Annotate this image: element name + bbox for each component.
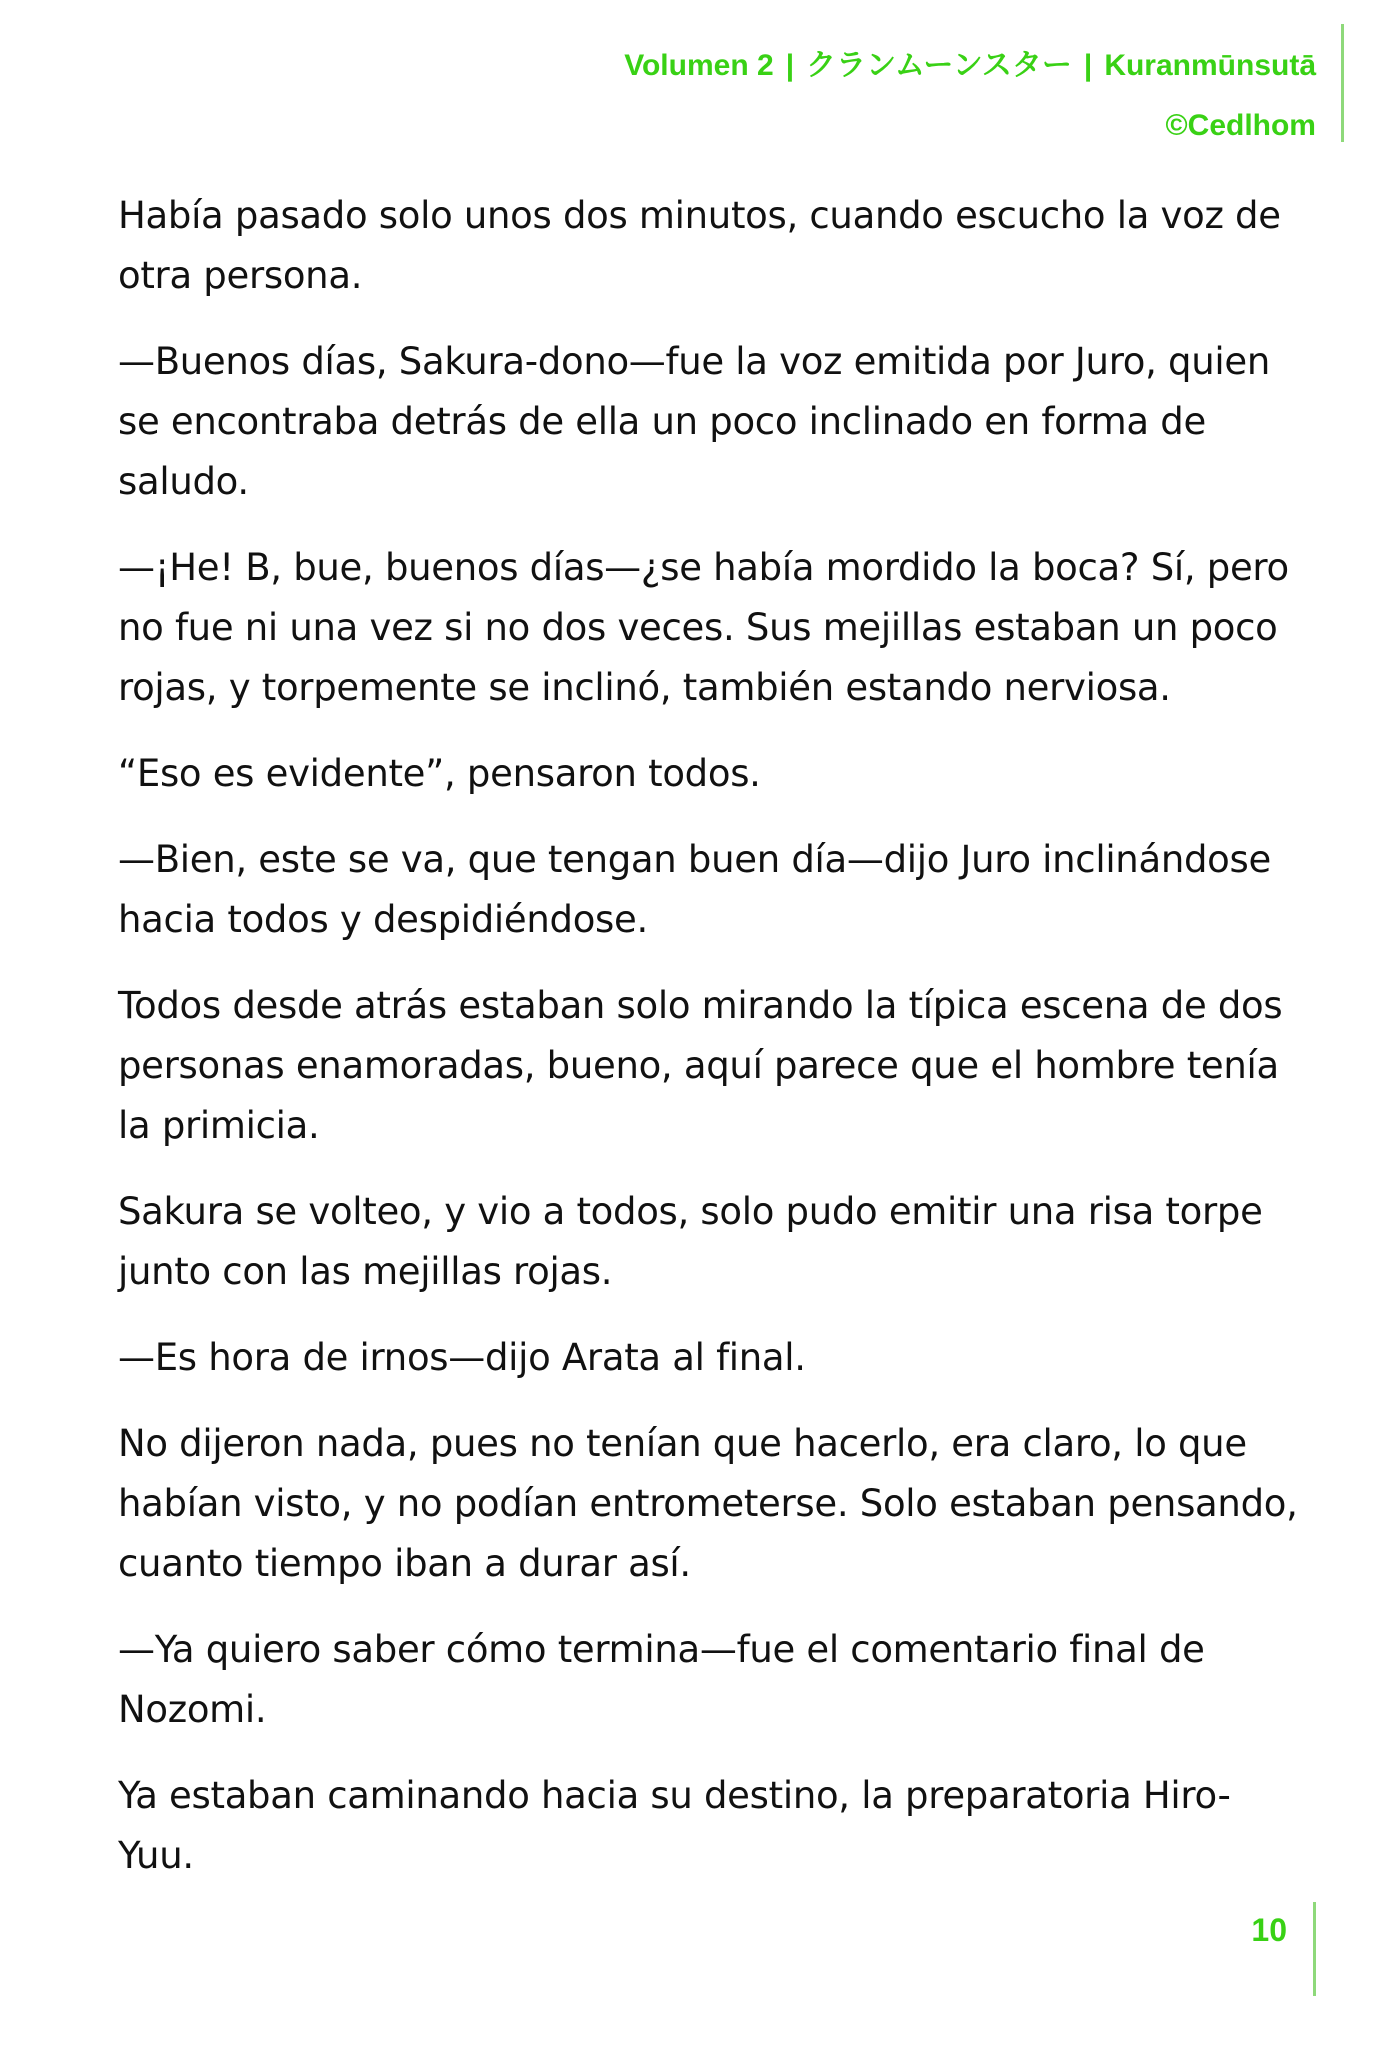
paragraph: —Es hora de irnos—dijo Arata al final. (118, 1336, 806, 1379)
header-separator-2: | (1083, 49, 1093, 82)
footer-divider (1313, 1902, 1316, 1996)
volume-label: Volumen 2 (624, 49, 774, 82)
paragraph: —Bien, este se va, que tengan buen día—dijo Juro inclinándose hacia todos y despidiéndose. (118, 838, 1271, 941)
page-number: 10 (1251, 1912, 1287, 1948)
paragraph: No dijeron nada, pues no tenían que hacerlo, era claro, lo que habían visto, y no podían entrometerse. Solo estaban pensando, cuanto tiempo iban a durar así. (118, 1422, 1298, 1585)
header-title-line (624, 36, 1316, 96)
paragraph: Ya estaban caminando hacia su destino, la preparatoria Hiro-Yuu. (118, 1774, 1231, 1877)
paragraph: Había pasado solo unos dos minutos, cuando escucho la voz de otra persona. (118, 194, 1281, 297)
header-divider (1341, 24, 1344, 142)
paragraph: “Eso es evidente”, pensaron todos. (118, 752, 761, 795)
paragraph: Todos desde atrás estaban solo mirando la típica escena de dos personas enamoradas, bueno, aquí parece que el hombre tenía la primicia. (118, 984, 1283, 1147)
title-japanese: クランムーンスター (806, 49, 1072, 82)
header-separator: | (785, 49, 795, 82)
page-header (624, 36, 1316, 156)
copyright-line: ©Cedlhom (1165, 109, 1316, 142)
page-body (118, 186, 1298, 1912)
paragraph: —Buenos días, Sakura-dono—fue la voz emitida por Juro, quien se encontraba detrás de ella un poco inclinado en forma de saludo. (118, 340, 1270, 503)
title-romaji: Kuranmūnsutā (1104, 49, 1316, 82)
paragraph: Sakura se volteo, y vio a todos, solo pudo emitir una risa torpe junto con las mejillas rojas. (118, 1190, 1263, 1293)
paragraph: —¡He! B, bue, buenos días—¿se había mordido la boca? Sí, pero no fue ni una vez si no dos veces. Sus mejillas estaban un poco rojas, y torpemente se inclinó, también estando nerviosa. (118, 546, 1289, 709)
paragraph: —Ya quiero saber cómo termina—fue el comentario final de Nozomi. (118, 1628, 1205, 1731)
